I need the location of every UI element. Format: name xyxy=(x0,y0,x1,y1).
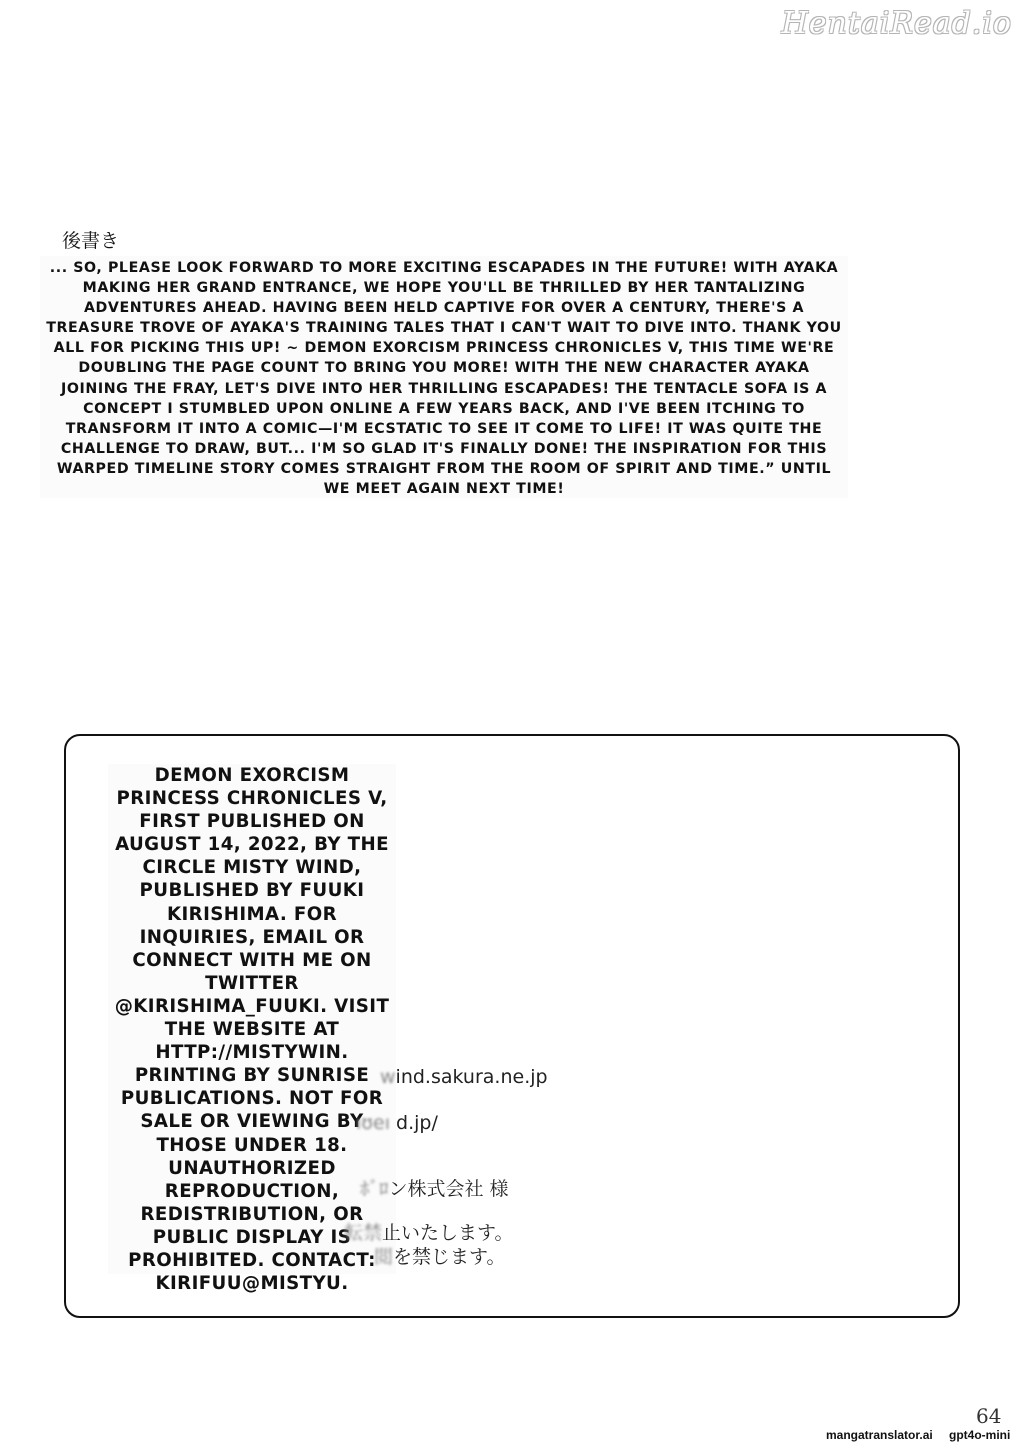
model-credit: gpt4o-mini xyxy=(949,1428,1011,1442)
site-watermark: HentaiRead.io xyxy=(781,6,1012,41)
afterword-heading: 後書き xyxy=(62,230,120,252)
page-number: 64 xyxy=(976,1404,1002,1428)
residual-viewing-line: 閲を禁じます。 xyxy=(374,1246,506,1268)
translator-credit: mangatranslator.ai xyxy=(826,1428,933,1442)
residual-site-line: ıʊeı d.jp/ xyxy=(356,1112,438,1134)
residual-printer-line: ﾎﾞﾛン株式会社 様 xyxy=(360,1178,509,1200)
afterword-text: ... SO, PLEASE LOOK FORWARD TO MORE EXCITING ESCAPADES IN THE FUTURE! WITH AYAKA MAKING HER GRAND ENTRANCE, WE HOPE YOU'LL BE THRILLED BY HER TANTALIZING ADVENTURES AHEAD. HAVING BEEN HELD CAPTIVE FOR OVER A CENTURY, THERE'S A TREASURE TROVE OF AYAKA'S TRAINING TALES THAT I CAN'T WAIT TO DIVE INTO. THANK YOU ALL FOR PICKING THIS UP! ~ DEMON EXORCISM PRINCESS CHRONICLES V, THIS TIME WE'RE DOUBLING THE PAGE COUNT TO BRING YOU MORE! WITH THE NEW CHARACTER AYAKA JOINING THE FRAY, LET'S DIVE INTO HER THRILLING ESCAPADES! THE TENTACLE SOFA IS A CONCEPT I STUMBLED UPON ONLINE A FEW YEARS BACK, AND I'VE BEEN ITCHING TO TRANSFORM IT INTO A COMIC—I'M ECSTATIC TO SEE IT COME TO LIFE! IT WAS QUITE THE CHALLENGE TO DRAW, BUT... I'M SO GLAD IT'S FINALLY DONE! THE INSPIRATION FOR THIS WARPED TIMELINE STORY COMES STRAIGHT FROM THE ROOM OF SPIRIT AND TIME.” UNTIL WE MEET AGAIN NEXT TIME! xyxy=(40,256,848,498)
colophon-text: DEMON EXORCISM PRINCESS CHRONICLES V, FIRST PUBLISHED ON AUGUST 14, 2022, BY THE CIRCLE MISTY WIND, PUBLISHED BY FUUKI KIRISHIMA. FOR INQUIRIES, EMAIL OR CONNECT WITH ME ON TWITTER @KIRISHIMA_FUUKI. VISIT THE WEBSITE AT HTTP://MISTYWIN. PRINTING BY SUNRISE PUBLICATIONS. NOT FOR SALE OR VIEWING BY THOSE UNDER 18. UNAUTHORIZED REPRODUCTION, REDISTRIBUTION, OR PUBLIC DISPLAY IS PROHIBITED. CONTACT: KIRIFUU@MISTYU. xyxy=(108,764,396,1274)
residual-url-line: wind.sakura.ne.jp xyxy=(380,1066,548,1088)
residual-prohibition-line: 転禁止いたします。 xyxy=(344,1222,514,1244)
